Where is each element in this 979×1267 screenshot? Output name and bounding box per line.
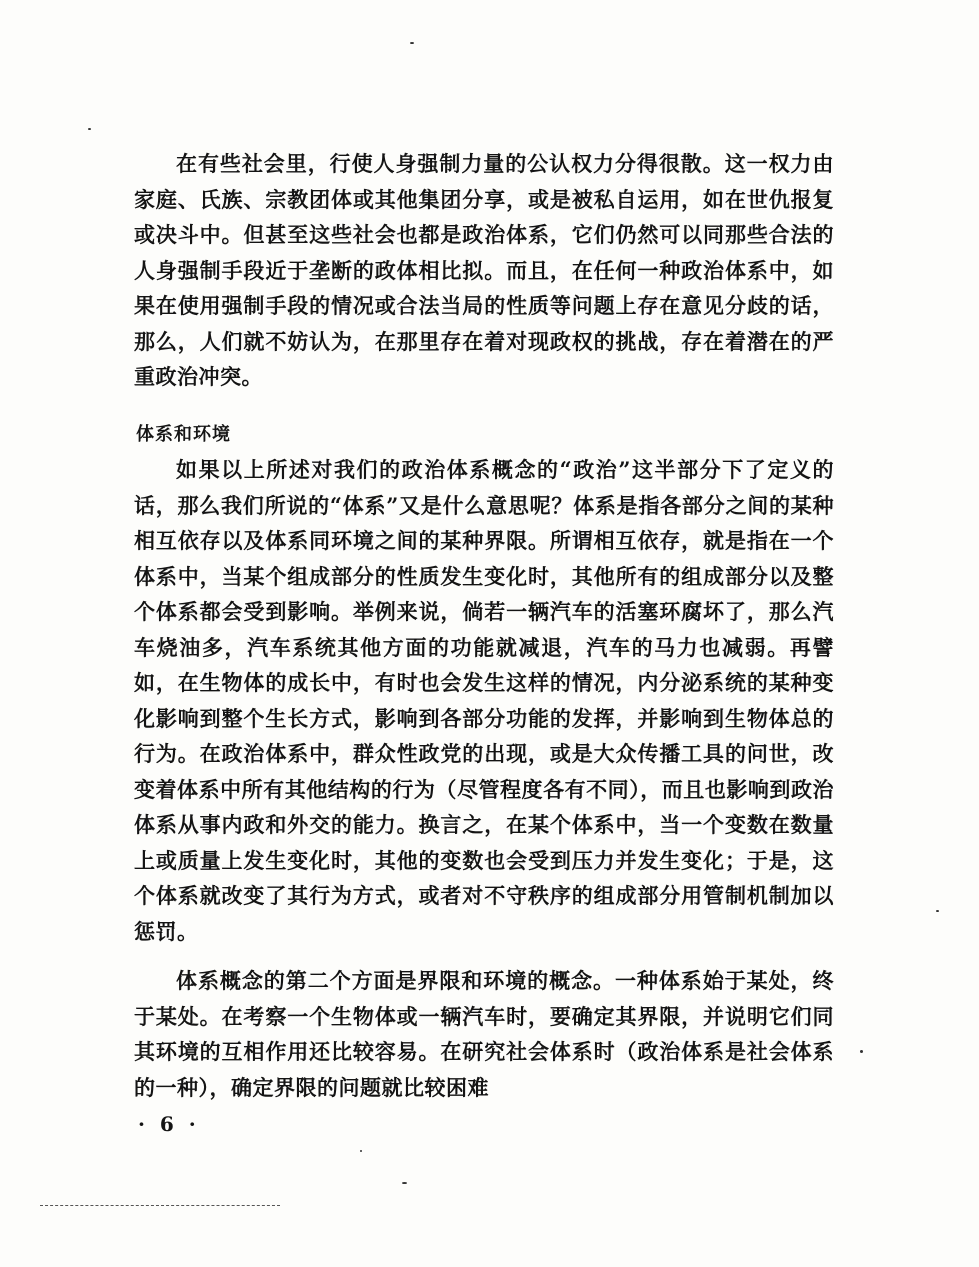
scan-edge-rule [40, 1205, 280, 1206]
paragraph-2-text: 如果以上所述对我们的政治体系概念的“政治”这半部分下了定义的话，那么我们所说的“体系”又是什么意思呢？体系是指各部分之间的某种相互依存以及体系同环境之间的某种界限。所谓相互依存，就是指在一个体系中，当某个组成部分的性质发生变化时，其他所有的组成部分以及整个体系都会受到影响。举例来说，倘若一辆汽车的活塞环腐坏了，那么汽车烧油多，汽车系统其他方面的功能就减退，汽车的马力也减弱。再譬如，在生物体的成长中，有时也会发生这样的情况，内分泌系统的某种变化影响到整个生长方式，影响到各部分功能的发挥，并影响到生物体总的行为。在政治体系中，群众性政党的出现，或是大众传播工具的问世，改变着体系中所有其他结构的行为（尽管程度各有不同），而且也影响到政治体系从事内政和外交的能力。换言之，在某个体系中，当一个变数在数量上或质量上发生变化时，其他的变数也会受到压力并发生变化；于是，这个体系就改变了其行为方式，或者对不守秩序的组成部分用管制机制加以惩罚。 [134, 457, 834, 944]
page-number: · 6 · [138, 1112, 200, 1136]
section-heading: 体系和环境 [136, 424, 231, 445]
paragraph-3 [134, 963, 834, 1105]
scan-speck [860, 1050, 863, 1053]
paragraph-1 [134, 146, 834, 395]
scan-speck [936, 910, 939, 912]
paragraph-2 [134, 452, 834, 949]
scan-speck [360, 1150, 362, 1152]
scan-speck [402, 1182, 407, 1184]
paragraph-3-text: 体系概念的第二个方面是界限和环境的概念。一种体系始于某处，终于某处。在考察一个生物体或一辆汽车时，要确定其界限，并说明它们同其环境的互相作用还比较容易。在研究社会体系时（政治体系是社会体系的一种），确定界限的问题就比较困难 [134, 968, 834, 1100]
paragraph-1-text: 在有些社会里，行使人身强制力量的公认权力分得很散。这一权力由家庭、氏族、宗教团体或其他集团分享，或是被私自运用，如在世仇报复或决斗中。但甚至这些社会也都是政治体系，它们仍然可以同那些合法的人身强制手段近于垄断的政体相比拟。而且，在任何一种政治体系中，如果在使用强制手段的情况或合法当局的性质等问题上存在意见分歧的话，那么，人们就不妨认为，在那里存在着对现政权的挑战，存在着潜在的严重政治冲突。 [134, 151, 834, 389]
scan-speck [88, 128, 91, 130]
scan-speck [410, 42, 414, 44]
